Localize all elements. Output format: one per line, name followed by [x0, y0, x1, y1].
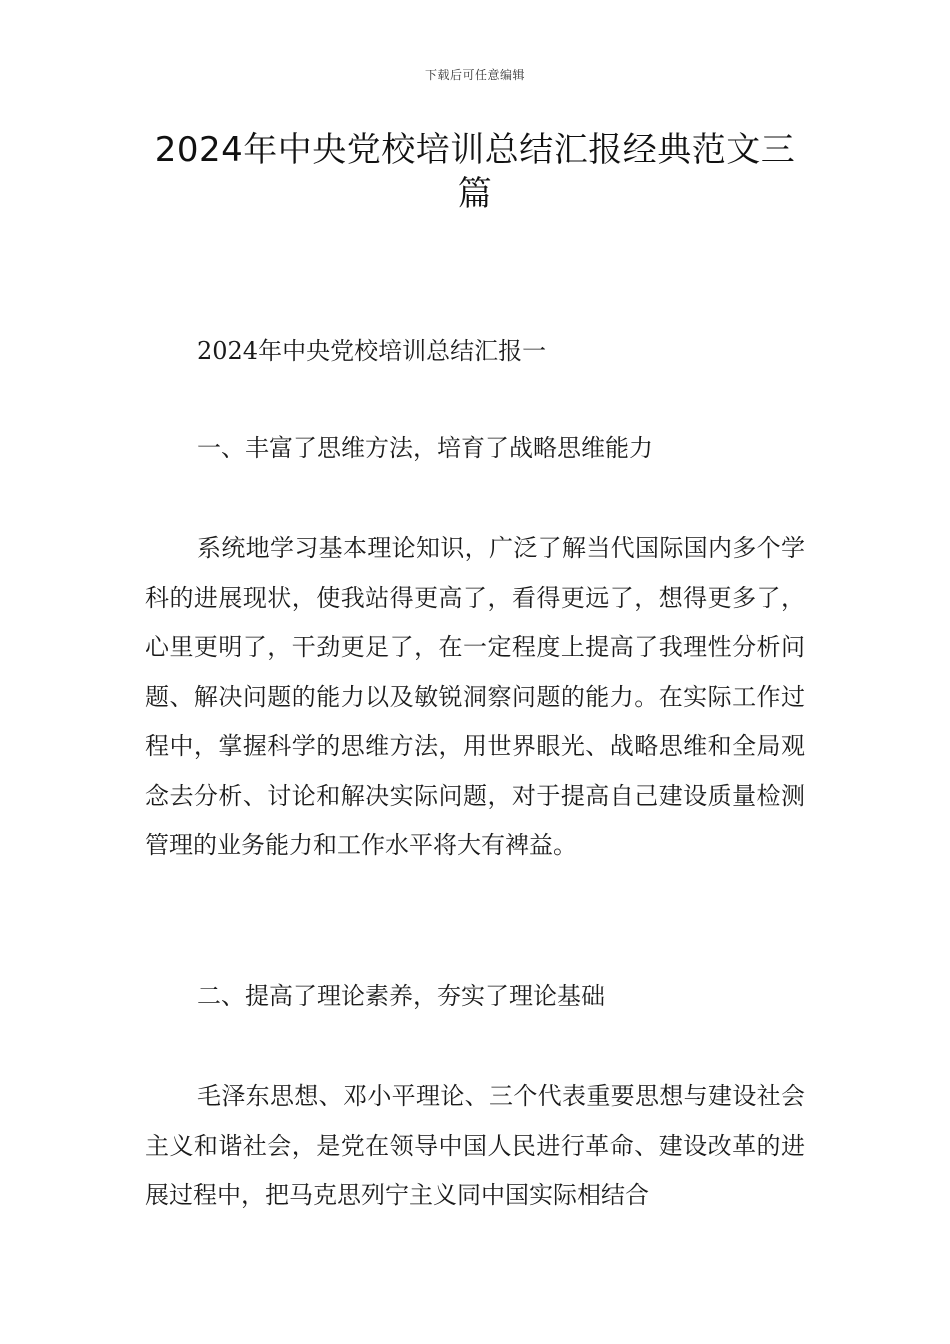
section-paragraph-2: 毛泽东思想、邓小平理论、三个代表重要思想与建设社会主义和谐社会，是党在领导中国人民进行革命、建设改革的进展过程中，把马克思列宁主义同中国实际相结合	[145, 1082, 805, 1209]
section-heading-2: 二、提高了理论素养，夯实了理论基础	[197, 982, 605, 1010]
header-note: 下载后可任意编辑	[424, 68, 525, 82]
document-title: 2024年中央党校培训总结汇报经典范文三篇	[154, 130, 796, 214]
report-heading: 2024年中央党校培训总结汇报一	[197, 337, 547, 365]
section-heading-1: 一、丰富了思维方法，培育了战略思维能力	[197, 434, 653, 462]
section-paragraph-1: 系统地学习基本理论知识，广泛了解当代国际国内多个学科的进展现状，使我站得更高了，看得更远了，想得更多了，心里更明了，干劲更足了，在一定程度上提高了我理性分析问题、解决问题的能力以及敏锐洞察问题的能力。在实际工作过程中，掌握科学的思维方法，用世界眼光、战略思维和全局观念去分析、讨论和解决实际问题，对于提高自己建设质量检测管理的业务能力和工作水平将大有裨益。	[145, 534, 805, 859]
